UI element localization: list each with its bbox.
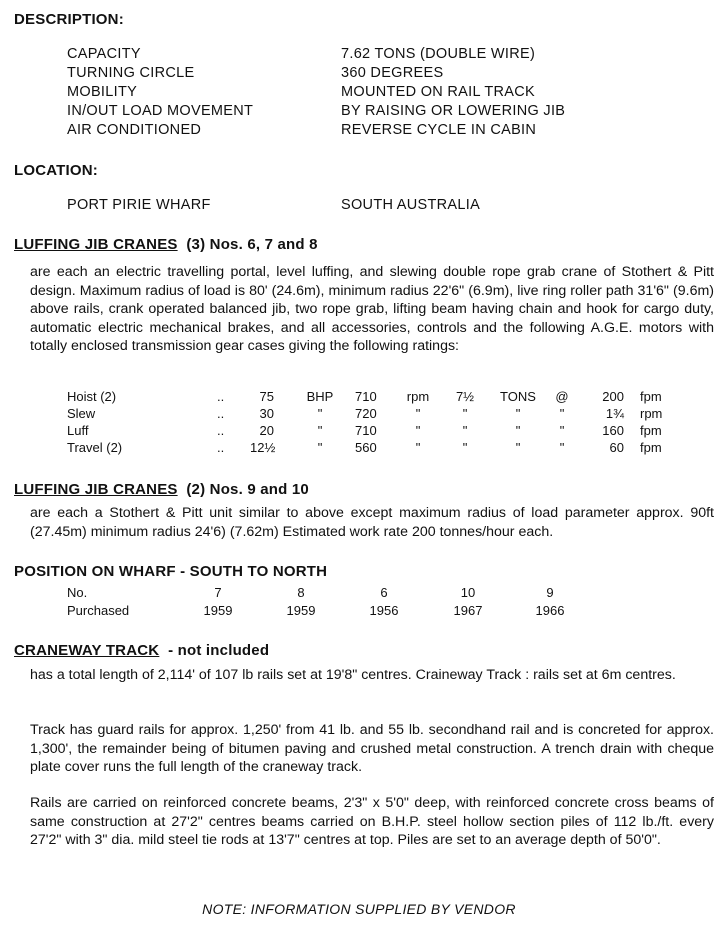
rating-power-unit: " [317, 440, 323, 455]
rating-speed: 160 [602, 423, 624, 438]
rating-at: " [559, 423, 565, 438]
rating-rpm-unit: " [415, 440, 421, 455]
desc-value-mobility: MOUNTED ON RAIL TRACK [341, 84, 536, 100]
craneway-subtitle: - not included [168, 642, 270, 659]
craneway-paragraph-1: has a total length of 2,114' of 107 lb rails set at 19'8" centres. Craineway Track : rails set at 6m centres. [30, 667, 676, 683]
desc-label-load-movement: IN/OUT LOAD MOVEMENT [67, 103, 254, 119]
position-year: 1966 [535, 603, 565, 618]
rating-speed: 1¾ [605, 406, 624, 421]
rating-power: 12½ [250, 440, 276, 455]
rating-power-unit: " [317, 423, 323, 438]
rating-rpm: 710 [355, 389, 377, 404]
rating-power: 20 [259, 423, 274, 438]
luffing-cranes-heading-1 [14, 236, 318, 253]
rating-rpm: 710 [355, 423, 377, 438]
rating-rpm: 720 [355, 406, 377, 421]
location-label: PORT PIRIE WHARF [67, 197, 211, 213]
luffing-cranes-subtitle-2: (2) Nos. 9 and 10 [186, 481, 309, 498]
desc-value-turning-circle: 360 DEGREES [341, 65, 444, 81]
position-year: 1956 [369, 603, 399, 618]
rating-tons: " [462, 406, 468, 421]
rating-name: Luff [67, 423, 89, 438]
rating-rpm-unit: " [415, 406, 421, 421]
position-purchased-label: Purchased [67, 603, 130, 618]
rating-tons: 7½ [455, 389, 475, 404]
rating-rpm: 560 [355, 440, 377, 455]
desc-label-turning-circle: TURNING CIRCLE [67, 65, 195, 81]
rating-dots: .. [217, 406, 225, 421]
rating-tons: " [462, 440, 468, 455]
luffing-cranes-description-1: are each an electric travelling portal, level luffing, and slewing double rope grab crane of Stothert & Pitt design. Maximum radius of load is 80' (24.6m), minimum radius 22'6" (6.9m), live ring roller path 31'6" (9.6m) above rails, crank operated balanced jib, two rope grab, lifting beam having chain and hook for cargo duty, automatic electric mechanical brakes, and all accessories, controls and the following A.G.E. motors with totally enclosed transmission gear cases giving the following ratings: [30, 264, 714, 355]
desc-label-air-conditioned: AIR CONDITIONED [67, 122, 202, 138]
position-year: 1959 [203, 603, 233, 618]
rating-tons-unit: " [515, 406, 521, 421]
rating-tons-unit: " [515, 423, 521, 438]
rating-tons-unit: TONS [500, 389, 536, 404]
position-no-label: No. [67, 585, 88, 600]
desc-value-capacity: 7.62 TONS (DOUBLE WIRE) [341, 46, 536, 62]
luffing-cranes-heading-2 [14, 481, 309, 498]
rating-name: Slew [67, 406, 96, 421]
luffing-cranes-title-1: LUFFING JIB CRANES [14, 236, 178, 253]
desc-value-air-conditioned: REVERSE CYCLE IN CABIN [341, 122, 537, 138]
position-year: 1959 [286, 603, 316, 618]
rating-dots: .. [217, 423, 225, 438]
position-number: 7 [214, 585, 222, 600]
position-heading: POSITION ON WHARF - SOUTH TO NORTH [14, 563, 328, 580]
description-heading: DESCRIPTION: [14, 11, 124, 28]
rating-speed-unit: fpm [640, 440, 662, 455]
rating-power-unit: " [317, 406, 323, 421]
position-number: 9 [546, 585, 554, 600]
rating-power-unit: BHP [306, 389, 334, 404]
rating-at: " [559, 406, 565, 421]
rating-power: 30 [259, 406, 274, 421]
position-number: 6 [380, 585, 388, 600]
rating-tons-unit: " [515, 440, 521, 455]
position-number: 10 [460, 585, 476, 600]
rating-dots: .. [217, 440, 225, 455]
position-table [0, 585, 718, 623]
desc-value-load-movement: BY RAISING OR LOWERING JIB [341, 103, 566, 119]
position-year: 1967 [453, 603, 483, 618]
rating-dots: .. [217, 389, 225, 404]
rating-name: Travel (2) [67, 440, 123, 455]
desc-label-mobility: MOBILITY [67, 84, 138, 100]
vendor-note: NOTE: INFORMATION SUPPLIED BY VENDOR [202, 901, 516, 917]
rating-speed-unit: fpm [640, 389, 662, 404]
rating-speed-unit: rpm [640, 406, 663, 421]
position-number: 8 [297, 585, 305, 600]
rating-name: Hoist (2) [67, 389, 117, 404]
desc-label-capacity: CAPACITY [67, 46, 141, 62]
rating-rpm-unit: " [415, 423, 421, 438]
rating-tons: " [462, 423, 468, 438]
rating-speed-unit: fpm [640, 423, 662, 438]
rating-speed: 200 [602, 389, 624, 404]
luffing-cranes-subtitle-1: (3) Nos. 6, 7 and 8 [186, 236, 318, 253]
rating-at: " [559, 440, 565, 455]
craneway-paragraph-2: Track has guard rails for approx. 1,250' from 41 lb. and 55 lb. secondhand rail and is concreted for approx. 1,300', the remainder being of bitumen paving and crushed metal construction. A trench drain with cheque plate cover runs the full length of the craneway track. [30, 722, 714, 776]
craneway-title: CRANEWAY TRACK [14, 642, 160, 659]
location-value: SOUTH AUSTRALIA [341, 197, 481, 213]
luffing-cranes-description-2: are each a Stothert & Pitt unit similar to above except maximum radius of load parameter approx. 90ft (27.45m) minimum radius 24'6) (7.62m) Estimated work rate 200 tonnes/hour each. [30, 505, 714, 540]
rating-power: 75 [259, 389, 274, 404]
rating-at: @ [555, 389, 569, 404]
rating-rpm-unit: rpm [406, 389, 430, 404]
craneway-heading [14, 642, 269, 659]
location-heading: LOCATION: [14, 162, 99, 179]
rating-speed: 60 [609, 440, 624, 455]
luffing-cranes-title-2: LUFFING JIB CRANES [14, 481, 178, 498]
craneway-paragraph-3: Rails are carried on reinforced concrete beams, 2'3" x 5'0" deep, with reinforced concrete cross beams of same construction at 27'2" centres beams carried on B.H.P. steel hollow section piles of 112 lb./ft. every 27'2" with 3" dia. mild steel tie rods at 13'7" centres at top. Piles are set to an average depth of 50'0". [30, 795, 714, 849]
ratings-table [0, 389, 718, 461]
